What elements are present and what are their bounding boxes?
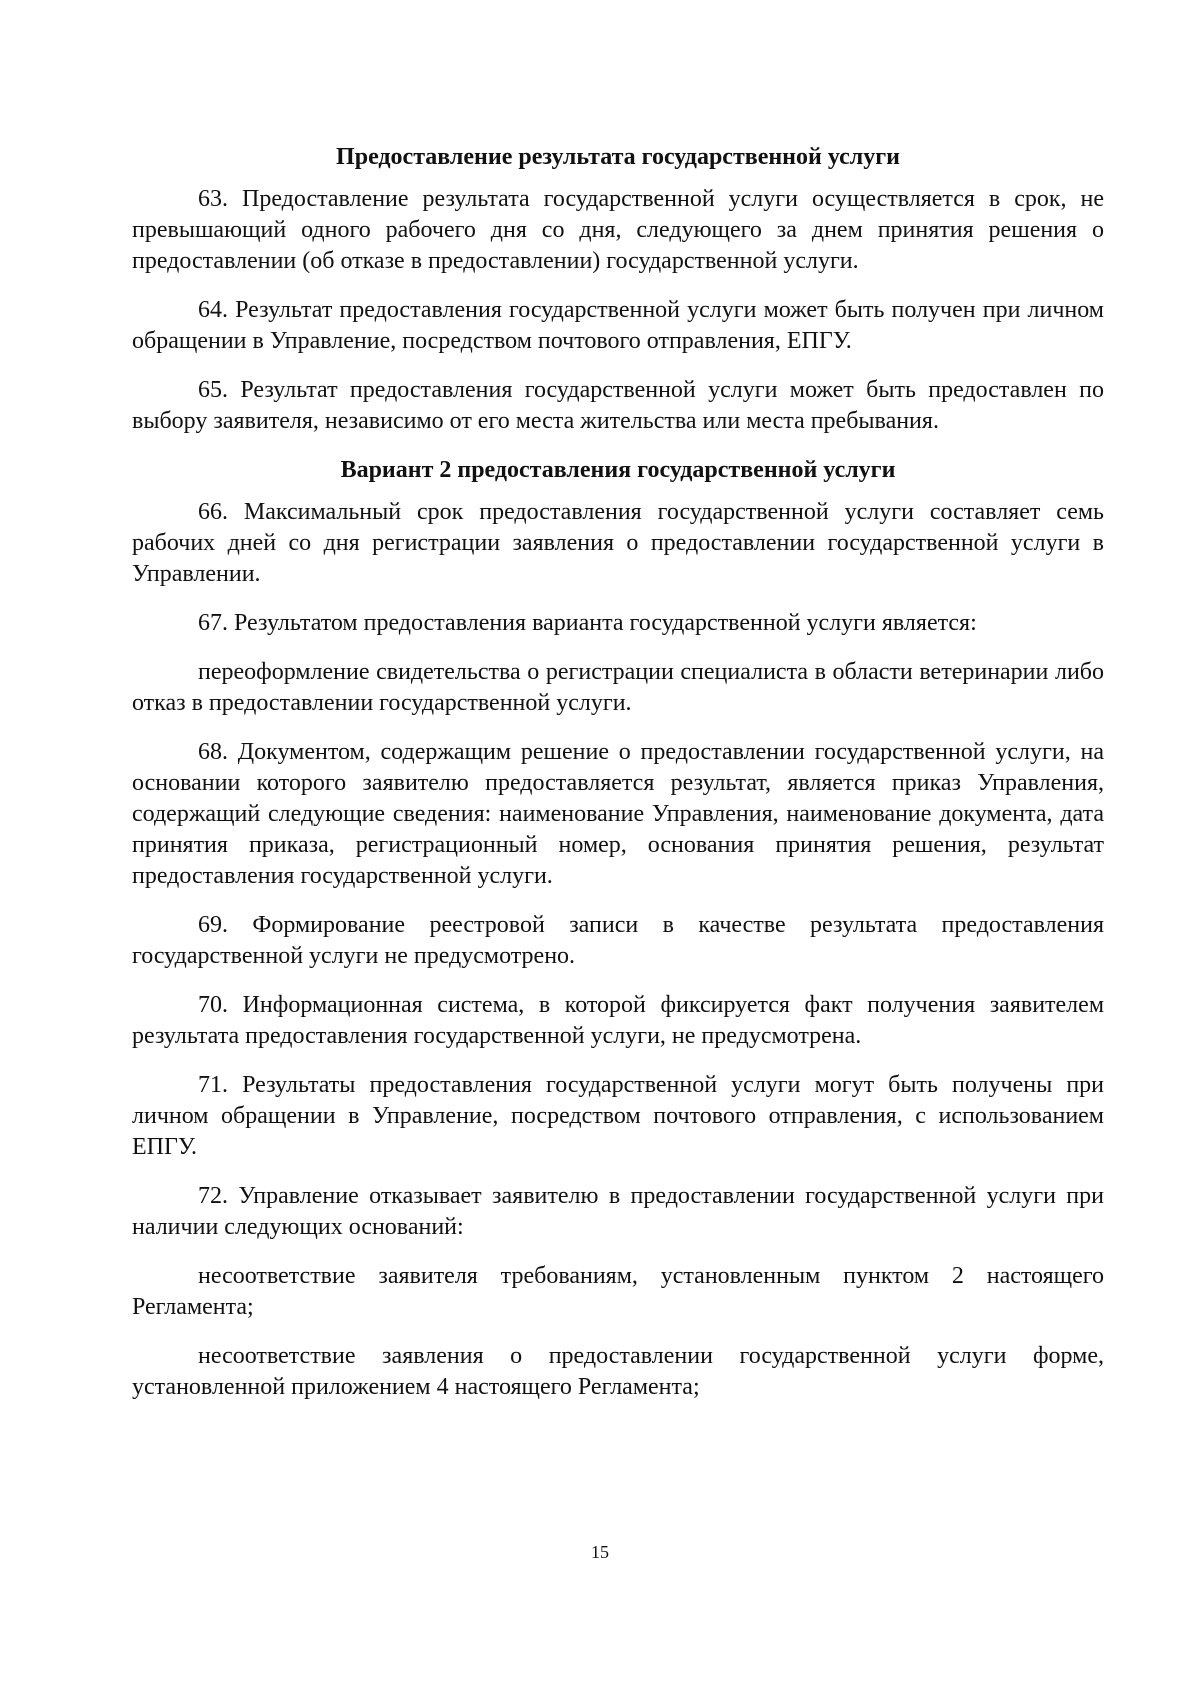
paragraph-72: 72. Управление отказывает заявителю в предоставлении государственной услуги при наличии следующих оснований: [132,1183,1104,1240]
document-body [132,142,1104,1413]
page-number: 15 [591,1542,609,1562]
paragraph-70: 70. Информационная система, в которой фиксируется факт получения заявителем результата предоставления государственной услуги, не предусмотрена. [132,992,1104,1049]
section-heading-result: Предоставление результата государственной услуги [336,144,900,170]
paragraph-68: 68. Документом, содержащим решение о предоставлении государственной услуги, на основании которого заявителю предоставляется результат, является приказ Управления, содержащий следующие сведения: наименование Управления, наименование документа, дата принятия приказа, регистрационный номер, основания принятия решения, результат предоставления государственной услуги. [132,739,1104,889]
paragraph-72-item-1: несоответствие заявителя требованиям, установленным пунктом 2 настоящего Регламента; [132,1263,1104,1320]
paragraph-71: 71. Результаты предоставления государственной услуги могут быть получены при личном обращении в Управление, посредством почтового отправления, с использованием ЕПГУ. [132,1072,1104,1160]
section-heading-variant-2: Вариант 2 предоставления государственной услуги [340,457,896,483]
paragraph-63: 63. Предоставление результата государственной услуги осуществляется в срок, не превышающий одного рабочего дня со дня, следующего за днем принятия решения о предоставлении (об отказе в предоставлении) государственной услуги. [132,186,1104,274]
paragraph-72-item-2: несоответствие заявления о предоставлении государственной услуги форме, установленной приложением 4 настоящего Регламента; [132,1343,1104,1400]
paragraph-64: 64. Результат предоставления государственной услуги может быть получен при личном обращении в Управление, посредством почтового отправления, ЕПГУ. [132,297,1104,354]
paragraph-69: 69. Формирование реестровой записи в качестве результата предоставления государственной услуги не предусмотрено. [132,912,1104,969]
paragraph-67: 67. Результатом предоставления варианта государственной услуги является: [198,610,977,636]
paragraph-67-item: переоформление свидетельства о регистрации специалиста в области ветеринарии либо отказ в предоставлении государственной услуги. [132,659,1104,716]
paragraph-65: 65. Результат предоставления государственной услуги может быть предоставлен по выбору заявителя, независимо от его места жительства или места пребывания. [132,377,1104,434]
paragraph-66: 66. Максимальный срок предоставления государственной услуги составляет семь рабочих дней со дня регистрации заявления о предоставлении государственной услуги в Управлении. [132,499,1104,587]
